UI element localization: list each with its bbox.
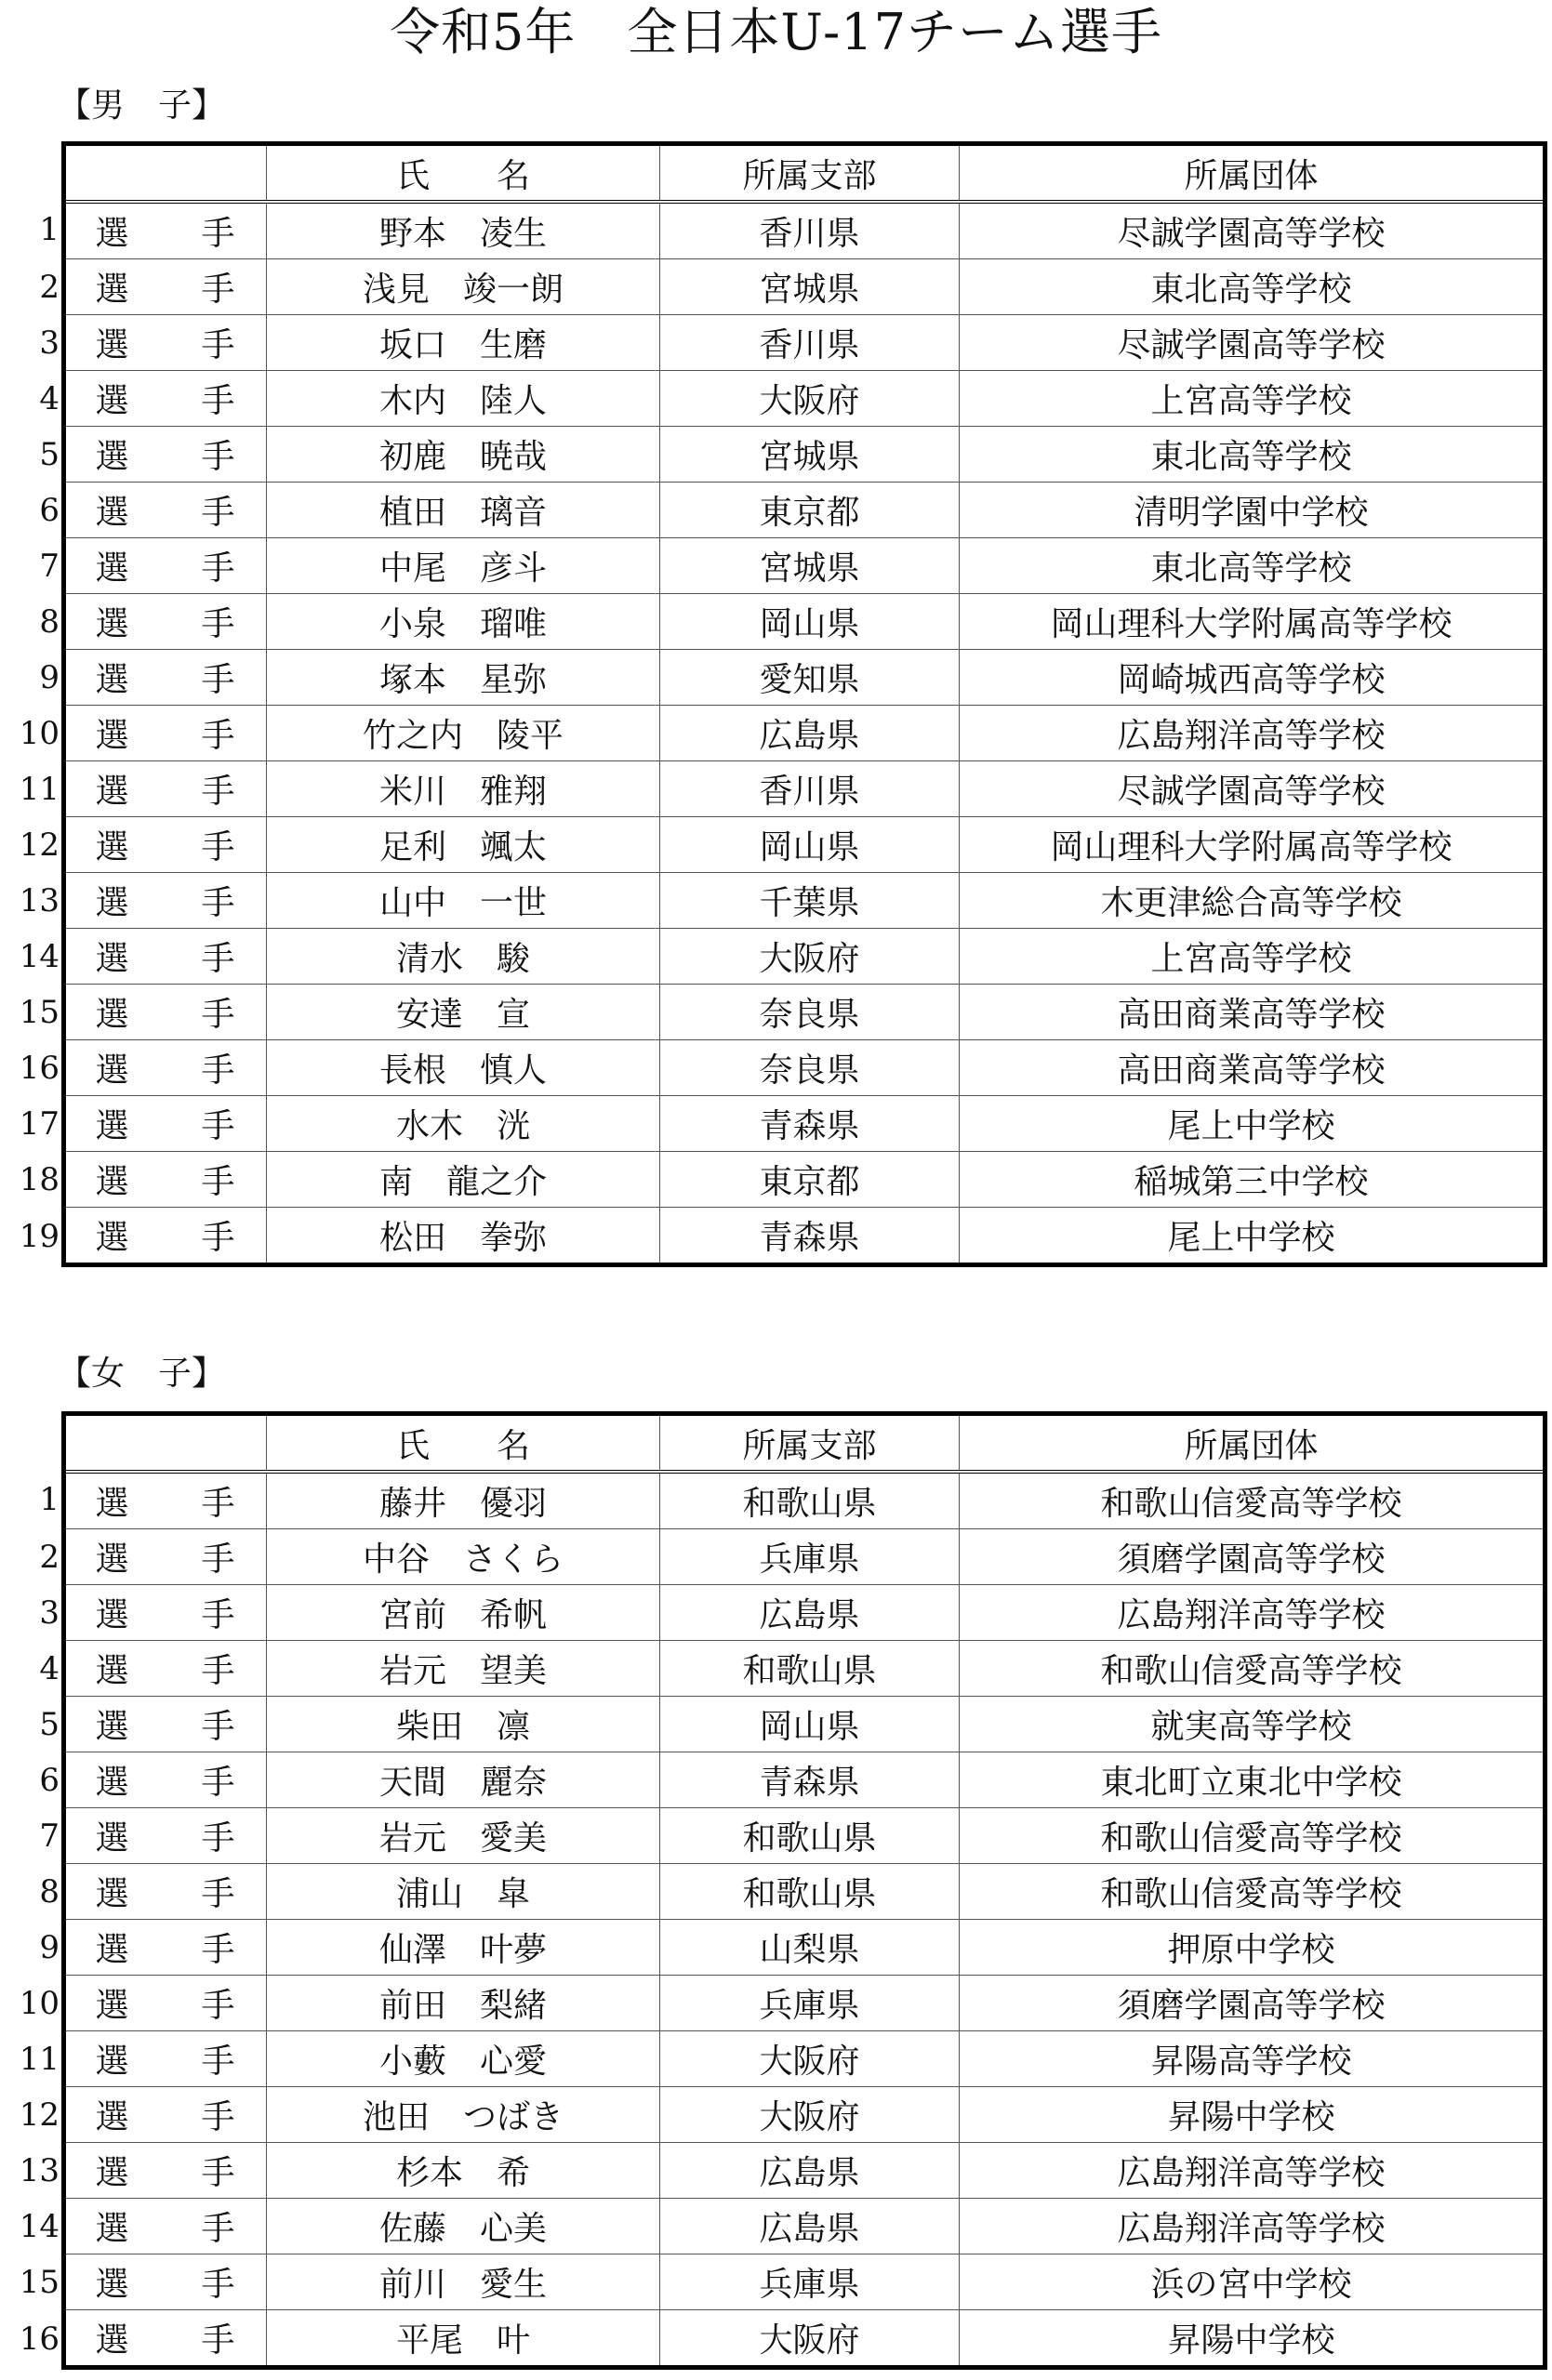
role-cell: 選 手 xyxy=(64,2031,267,2087)
player-name-cell: 安達 宣 xyxy=(267,985,660,1040)
organization-cell: 和歌山信愛高等学校 xyxy=(960,1472,1545,1529)
table-row xyxy=(64,985,1545,1040)
row-number: 4 xyxy=(39,379,60,417)
player-name-cell: 長根 慎人 xyxy=(267,1040,660,1096)
row-number: 4 xyxy=(39,1649,60,1687)
role-cell: 選 手 xyxy=(64,202,267,259)
organization-cell: 岡崎城西高等学校 xyxy=(960,650,1545,706)
role-cell: 選 手 xyxy=(64,1920,267,1976)
organization-cell: 稲城第三中学校 xyxy=(960,1152,1545,1208)
organization-cell: 和歌山信愛高等学校 xyxy=(960,1808,1545,1864)
player-name-cell: 岩元 望美 xyxy=(267,1641,660,1697)
role-cell: 選 手 xyxy=(64,259,267,315)
page-title: 令和5年 全日本U-17チーム選手 xyxy=(390,3,1162,61)
branch-cell: 青森県 xyxy=(660,1752,960,1808)
table-header-row xyxy=(64,1414,1545,1473)
table-row xyxy=(64,1920,1545,1976)
role-cell: 選 手 xyxy=(64,315,267,371)
table-row xyxy=(64,650,1545,706)
branch-cell: 広島県 xyxy=(660,706,960,761)
player-name-cell: 仙澤 叶夢 xyxy=(267,1920,660,1976)
organization-cell: 押原中学校 xyxy=(960,1920,1545,1976)
row-number: 5 xyxy=(39,1705,60,1743)
girls-section-label: 【女 子】 xyxy=(58,1355,226,1393)
row-number: 6 xyxy=(39,491,60,529)
table-row xyxy=(64,1808,1545,1864)
player-name-cell: 松田 拳弥 xyxy=(267,1208,660,1265)
header-branch: 所属支部 xyxy=(660,1414,960,1473)
player-name-cell: 足利 颯太 xyxy=(267,817,660,873)
organization-cell: 木更津総合高等学校 xyxy=(960,873,1545,929)
table-row xyxy=(64,1529,1545,1585)
organization-cell: 広島翔洋高等学校 xyxy=(960,1585,1545,1641)
row-number: 10 xyxy=(19,1984,60,2022)
role-cell: 選 手 xyxy=(64,1096,267,1152)
organization-cell: 尾上中学校 xyxy=(960,1208,1545,1265)
branch-cell: 千葉県 xyxy=(660,873,960,929)
table-row xyxy=(64,1641,1545,1697)
row-number: 1 xyxy=(39,1481,60,1518)
table-row xyxy=(64,427,1545,483)
organization-cell: 尽誠学園高等学校 xyxy=(960,315,1545,371)
player-name-cell: 小泉 瑠唯 xyxy=(267,594,660,650)
girls-roster-table xyxy=(61,1411,1547,2370)
table-row xyxy=(64,371,1545,427)
header-branch: 所属支部 xyxy=(660,144,960,203)
branch-cell: 兵庫県 xyxy=(660,1976,960,2031)
organization-cell: 東北高等学校 xyxy=(960,538,1545,594)
branch-cell: 宮城県 xyxy=(660,259,960,315)
organization-cell: 東北町立東北中学校 xyxy=(960,1752,1545,1808)
table-row xyxy=(64,1752,1545,1808)
table-row xyxy=(64,1152,1545,1208)
row-number: 17 xyxy=(19,1104,60,1143)
table-row xyxy=(64,259,1545,315)
row-number: 19 xyxy=(19,1217,60,1255)
row-number: 12 xyxy=(19,2096,60,2134)
branch-cell: 岡山県 xyxy=(660,1697,960,1752)
organization-cell: 岡山理科大学附属高等学校 xyxy=(960,817,1545,873)
player-name-cell: 浅見 竣一朗 xyxy=(267,259,660,315)
organization-cell: 高田商業高等学校 xyxy=(960,985,1545,1040)
player-name-cell: 清水 駿 xyxy=(267,929,660,985)
player-name-cell: 前川 愛生 xyxy=(267,2254,660,2310)
table-row xyxy=(64,1976,1545,2031)
organization-cell: 尾上中学校 xyxy=(960,1096,1545,1152)
branch-cell: 山梨県 xyxy=(660,1920,960,1976)
branch-cell: 広島県 xyxy=(660,1585,960,1641)
row-number: 14 xyxy=(19,937,60,975)
branch-cell: 広島県 xyxy=(660,2199,960,2254)
branch-cell: 岡山県 xyxy=(660,817,960,873)
table-row xyxy=(64,761,1545,817)
table-row xyxy=(64,2254,1545,2310)
player-name-cell: 柴田 凛 xyxy=(267,1697,660,1752)
role-cell: 選 手 xyxy=(64,1208,267,1265)
branch-cell: 和歌山県 xyxy=(660,1641,960,1697)
organization-cell: 就実高等学校 xyxy=(960,1697,1545,1752)
branch-cell: 和歌山県 xyxy=(660,1808,960,1864)
organization-cell: 須磨学園高等学校 xyxy=(960,1529,1545,1585)
organization-cell: 清明学園中学校 xyxy=(960,483,1545,538)
row-number: 13 xyxy=(19,2151,60,2189)
table-row xyxy=(64,929,1545,985)
table-row xyxy=(64,1472,1545,1529)
organization-cell: 高田商業高等学校 xyxy=(960,1040,1545,1096)
player-name-cell: 小藪 心愛 xyxy=(267,2031,660,2087)
player-name-cell: 植田 璃音 xyxy=(267,483,660,538)
role-cell: 選 手 xyxy=(64,1040,267,1096)
player-name-cell: 坂口 生磨 xyxy=(267,315,660,371)
header-name: 氏 名 xyxy=(267,1414,660,1473)
role-cell: 選 手 xyxy=(64,483,267,538)
branch-cell: 東京都 xyxy=(660,1152,960,1208)
row-number: 3 xyxy=(39,1593,60,1632)
row-number: 2 xyxy=(39,1538,60,1576)
role-cell: 選 手 xyxy=(64,594,267,650)
role-cell: 選 手 xyxy=(64,761,267,817)
row-number: 2 xyxy=(39,268,60,306)
role-cell: 選 手 xyxy=(64,1864,267,1920)
role-cell: 選 手 xyxy=(64,650,267,706)
organization-cell: 上宮高等学校 xyxy=(960,371,1545,427)
player-name-cell: 平尾 叶 xyxy=(267,2310,660,2368)
table-row xyxy=(64,2143,1545,2199)
role-cell: 選 手 xyxy=(64,2254,267,2310)
organization-cell: 東北高等学校 xyxy=(960,259,1545,315)
organization-cell: 須磨学園高等学校 xyxy=(960,1976,1545,2031)
table-row xyxy=(64,2087,1545,2143)
branch-cell: 岡山県 xyxy=(660,594,960,650)
table-row xyxy=(64,538,1545,594)
role-cell: 選 手 xyxy=(64,1697,267,1752)
organization-cell: 昇陽中学校 xyxy=(960,2310,1545,2368)
branch-cell: 広島県 xyxy=(660,2143,960,2199)
player-name-cell: 池田 つばき xyxy=(267,2087,660,2143)
row-number: 12 xyxy=(19,826,60,864)
header-role xyxy=(64,144,267,203)
table-row xyxy=(64,1585,1545,1641)
role-cell: 選 手 xyxy=(64,1976,267,2031)
table-row xyxy=(64,483,1545,538)
row-number: 16 xyxy=(19,1049,60,1087)
branch-cell: 香川県 xyxy=(660,761,960,817)
row-number: 7 xyxy=(39,547,60,585)
role-cell: 選 手 xyxy=(64,2087,267,2143)
organization-cell: 東北高等学校 xyxy=(960,427,1545,483)
row-number: 3 xyxy=(39,324,60,362)
boys-section-label: 【男 子】 xyxy=(58,86,226,125)
branch-cell: 奈良県 xyxy=(660,1040,960,1096)
table-row xyxy=(64,1096,1545,1152)
boys-roster-table xyxy=(61,141,1547,1267)
table-row xyxy=(64,315,1545,371)
role-cell: 選 手 xyxy=(64,706,267,761)
organization-cell: 広島翔洋高等学校 xyxy=(960,706,1545,761)
role-cell: 選 手 xyxy=(64,1152,267,1208)
player-name-cell: 野本 凌生 xyxy=(267,202,660,259)
table-row xyxy=(64,2199,1545,2254)
branch-cell: 青森県 xyxy=(660,1096,960,1152)
role-cell: 選 手 xyxy=(64,1472,267,1529)
role-cell: 選 手 xyxy=(64,929,267,985)
table-row xyxy=(64,1208,1545,1265)
branch-cell: 愛知県 xyxy=(660,650,960,706)
organization-cell: 尽誠学園高等学校 xyxy=(960,761,1545,817)
role-cell: 選 手 xyxy=(64,1752,267,1808)
table-row xyxy=(64,817,1545,873)
role-cell: 選 手 xyxy=(64,1585,267,1641)
role-cell: 選 手 xyxy=(64,1529,267,1585)
row-number: 15 xyxy=(19,2263,60,2301)
table-row xyxy=(64,1864,1545,1920)
row-number: 15 xyxy=(19,993,60,1031)
role-cell: 選 手 xyxy=(64,427,267,483)
organization-cell: 昇陽高等学校 xyxy=(960,2031,1545,2087)
organization-cell: 和歌山信愛高等学校 xyxy=(960,1641,1545,1697)
player-name-cell: 前田 梨緒 xyxy=(267,1976,660,2031)
role-cell: 選 手 xyxy=(64,2199,267,2254)
row-number: 14 xyxy=(19,2207,60,2245)
header-role xyxy=(64,1414,267,1473)
table-row xyxy=(64,873,1545,929)
row-number: 7 xyxy=(39,1817,60,1855)
row-number: 1 xyxy=(39,211,60,248)
header-name: 氏 名 xyxy=(267,144,660,203)
row-number: 5 xyxy=(39,435,60,473)
branch-cell: 東京都 xyxy=(660,483,960,538)
organization-cell: 尽誠学園高等学校 xyxy=(960,202,1545,259)
player-name-cell: 米川 雅翔 xyxy=(267,761,660,817)
table-header-row xyxy=(64,144,1545,203)
table-row xyxy=(64,706,1545,761)
role-cell: 選 手 xyxy=(64,371,267,427)
role-cell: 選 手 xyxy=(64,985,267,1040)
role-cell: 選 手 xyxy=(64,2310,267,2368)
player-name-cell: 山中 一世 xyxy=(267,873,660,929)
header-org: 所属団体 xyxy=(960,1414,1545,1473)
player-name-cell: 宮前 希帆 xyxy=(267,1585,660,1641)
organization-cell: 浜の宮中学校 xyxy=(960,2254,1545,2310)
table-row xyxy=(64,2031,1545,2087)
player-name-cell: 水木 洸 xyxy=(267,1096,660,1152)
branch-cell: 兵庫県 xyxy=(660,1529,960,1585)
player-name-cell: 塚本 星弥 xyxy=(267,650,660,706)
player-name-cell: 佐藤 心美 xyxy=(267,2199,660,2254)
table-row xyxy=(64,594,1545,650)
table-row xyxy=(64,1040,1545,1096)
organization-cell: 広島翔洋高等学校 xyxy=(960,2143,1545,2199)
organization-cell: 昇陽中学校 xyxy=(960,2087,1545,2143)
role-cell: 選 手 xyxy=(64,2143,267,2199)
player-name-cell: 杉本 希 xyxy=(267,2143,660,2199)
row-number: 10 xyxy=(19,714,60,752)
role-cell: 選 手 xyxy=(64,1641,267,1697)
player-name-cell: 天間 麗奈 xyxy=(267,1752,660,1808)
branch-cell: 和歌山県 xyxy=(660,1472,960,1529)
branch-cell: 大阪府 xyxy=(660,929,960,985)
branch-cell: 香川県 xyxy=(660,315,960,371)
branch-cell: 大阪府 xyxy=(660,371,960,427)
row-number: 6 xyxy=(39,1761,60,1799)
branch-cell: 大阪府 xyxy=(660,2087,960,2143)
row-number: 18 xyxy=(19,1160,60,1198)
role-cell: 選 手 xyxy=(64,538,267,594)
role-cell: 選 手 xyxy=(64,1808,267,1864)
row-number: 11 xyxy=(19,2040,60,2078)
branch-cell: 宮城県 xyxy=(660,427,960,483)
row-number: 9 xyxy=(39,1928,60,1966)
table-row xyxy=(64,1697,1545,1752)
header-org: 所属団体 xyxy=(960,144,1545,203)
player-name-cell: 中谷 さくら xyxy=(267,1529,660,1585)
row-number: 9 xyxy=(39,658,60,696)
row-number: 8 xyxy=(39,1872,60,1911)
player-name-cell: 木内 陸人 xyxy=(267,371,660,427)
player-name-cell: 中尾 彦斗 xyxy=(267,538,660,594)
row-number: 8 xyxy=(39,602,60,641)
player-name-cell: 岩元 愛美 xyxy=(267,1808,660,1864)
player-name-cell: 南 龍之介 xyxy=(267,1152,660,1208)
branch-cell: 奈良県 xyxy=(660,985,960,1040)
branch-cell: 大阪府 xyxy=(660,2031,960,2087)
branch-cell: 宮城県 xyxy=(660,538,960,594)
row-number: 11 xyxy=(19,770,60,808)
branch-cell: 兵庫県 xyxy=(660,2254,960,2310)
branch-cell: 和歌山県 xyxy=(660,1864,960,1920)
role-cell: 選 手 xyxy=(64,873,267,929)
organization-cell: 広島翔洋高等学校 xyxy=(960,2199,1545,2254)
organization-cell: 和歌山信愛高等学校 xyxy=(960,1864,1545,1920)
organization-cell: 上宮高等学校 xyxy=(960,929,1545,985)
role-cell: 選 手 xyxy=(64,817,267,873)
player-name-cell: 藤井 優羽 xyxy=(267,1472,660,1529)
table-row xyxy=(64,202,1545,259)
row-number: 16 xyxy=(19,2320,60,2358)
player-name-cell: 竹之内 陵平 xyxy=(267,706,660,761)
player-name-cell: 初鹿 暁哉 xyxy=(267,427,660,483)
player-name-cell: 浦山 皐 xyxy=(267,1864,660,1920)
branch-cell: 香川県 xyxy=(660,202,960,259)
row-number: 13 xyxy=(19,881,60,919)
organization-cell: 岡山理科大学附属高等学校 xyxy=(960,594,1545,650)
table-row xyxy=(64,2310,1545,2368)
branch-cell: 青森県 xyxy=(660,1208,960,1265)
branch-cell: 大阪府 xyxy=(660,2310,960,2368)
